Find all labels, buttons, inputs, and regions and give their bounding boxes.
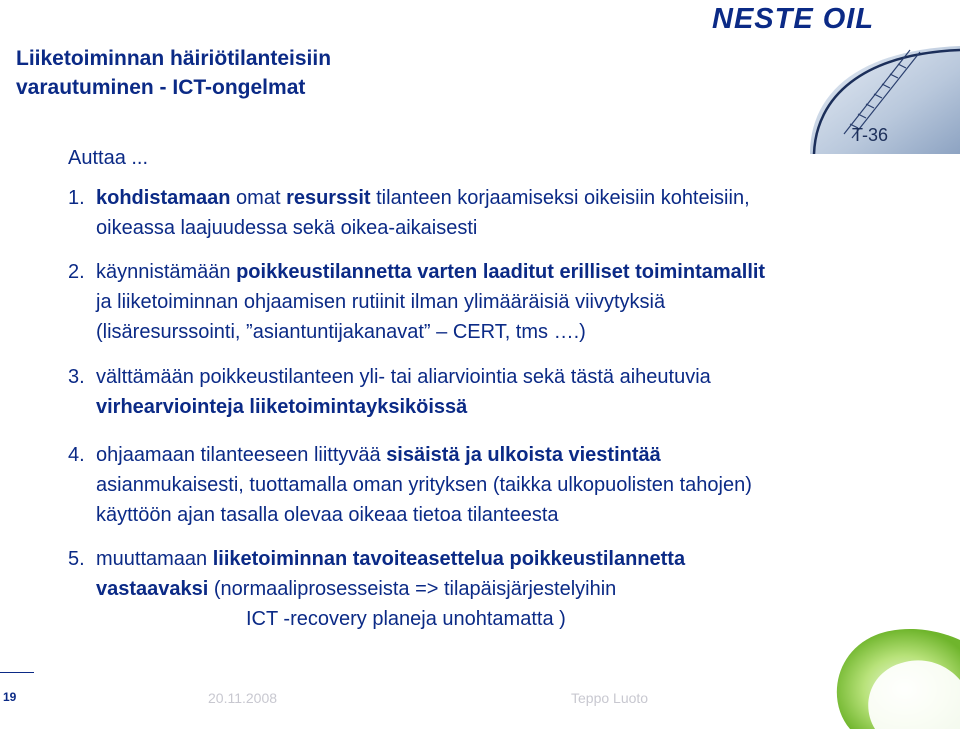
neste-oil-logo: NESTE OIL bbox=[712, 3, 875, 35]
item-number: 4. bbox=[68, 444, 85, 466]
item-line bbox=[96, 362, 711, 392]
item-line bbox=[96, 183, 750, 213]
item-line bbox=[96, 213, 477, 243]
text-run: välttämään poikkeustilanteen yli- tai aliarviointia sekä tästä aiheutuvia bbox=[96, 366, 711, 388]
intro-text: Auttaa ... bbox=[68, 147, 149, 169]
text-run: oikeassa laajuudessa sekä oikea-aikaisesti bbox=[96, 217, 478, 239]
item-number: 5. bbox=[68, 548, 85, 570]
item-line bbox=[96, 317, 586, 347]
text-run: omat bbox=[230, 187, 287, 209]
text-run: tilanteen korjaamiseksi oikeisiin kohteisiin, bbox=[370, 187, 750, 209]
item-number: 2. bbox=[68, 261, 85, 283]
item-line bbox=[96, 287, 665, 317]
page-number: 19 bbox=[3, 690, 17, 704]
text-run: muuttamaan bbox=[96, 548, 213, 570]
item-line bbox=[96, 470, 752, 500]
text-run: (normaaliprosesseista => tilapäisjärjestelyihin bbox=[208, 578, 617, 600]
item-line bbox=[96, 544, 685, 574]
slide-title-line-2: varautuminen - ICT-ongelmat bbox=[16, 76, 306, 99]
text-run: käyttöön ajan tasalla olevaa oikeaa tietoa tilanteesta bbox=[96, 504, 559, 526]
item-number: 1. bbox=[68, 187, 85, 209]
slide-title-line-1: Liiketoiminnan häiriötilanteisiin bbox=[16, 47, 332, 70]
text-run: ja liiketoiminnan ohjaamisen rutiinit ilman ylimääräisiä viivytyksiä bbox=[96, 291, 666, 313]
footer-date: 20.11.2008 bbox=[208, 690, 278, 706]
text-run: virhearviointeja liiketoimintayksiköissä bbox=[96, 396, 468, 418]
text-run: asianmukaisesti, tuottamalla oman yrityksen (taikka ulkopuolisten tahojen) bbox=[96, 474, 752, 496]
item-line bbox=[96, 440, 661, 470]
text-run: sisäistä ja ulkoista viestintää bbox=[386, 444, 661, 466]
text-run: vastaavaksi bbox=[96, 578, 209, 600]
text-run: kohdistamaan bbox=[96, 187, 231, 209]
item-line bbox=[96, 500, 559, 530]
text-run: poikkeustilannetta varten laaditut erilliset toimintamallit bbox=[236, 261, 766, 283]
tank-label: T-36 bbox=[852, 125, 889, 145]
text-run: ICT -recovery planeja unohtamatta ) bbox=[246, 608, 566, 630]
item-line bbox=[96, 257, 765, 287]
text-run: käynnistämään bbox=[96, 261, 237, 283]
item-line bbox=[96, 392, 467, 422]
text-run: liiketoiminnan tavoiteasettelua poikkeustilannetta bbox=[212, 548, 686, 570]
text-run: ohjaamaan tilanteeseen liittyvää bbox=[96, 444, 387, 466]
green-swirl-icon bbox=[820, 620, 960, 729]
item-line bbox=[246, 604, 566, 634]
text-run: resurssit bbox=[286, 187, 371, 209]
footer-divider bbox=[0, 672, 34, 673]
footer-author: Teppo Luoto bbox=[571, 690, 649, 706]
item-line bbox=[96, 574, 616, 604]
text-run: (lisäresurssointi, ”asiantuntijakanavat” – CERT, tms ….) bbox=[96, 321, 586, 343]
item-number: 3. bbox=[68, 366, 85, 388]
